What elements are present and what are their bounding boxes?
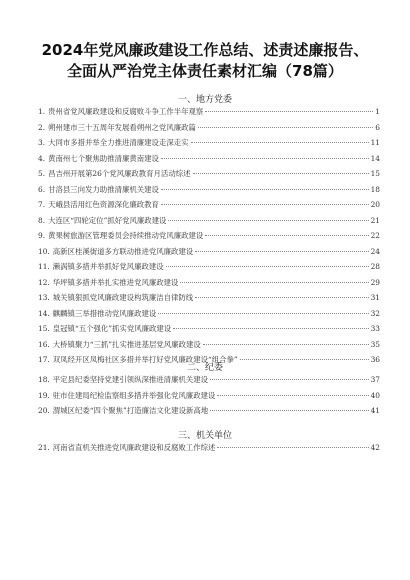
toc-entry-page-number: 15	[370, 169, 380, 178]
toc-entry[interactable]	[38, 308, 380, 322]
toc-entry[interactable]	[38, 374, 380, 388]
toc-entry-title: 双凤经开区凤梅社区多措并举打好党风廉政建设“组合拳”	[52, 355, 238, 364]
toc-entry-page-number: 36	[370, 355, 380, 364]
dot-leader	[205, 111, 373, 112]
toc-entry-number: 19.	[38, 390, 50, 400]
toc-entry[interactable]	[38, 261, 380, 275]
toc-entry[interactable]	[38, 199, 380, 213]
toc-entry-page-number: 35	[370, 339, 380, 349]
toc-entry-page-number: 41	[370, 406, 380, 415]
dot-leader	[168, 220, 368, 221]
toc-entry-number: 17.	[38, 355, 50, 364]
toc-entry-number: 8.	[38, 215, 46, 225]
toc-entry-title: 大同市多措并举全力推进清廉建设走深走实	[48, 138, 189, 147]
toc-entry-title: 黄南州七个聚焦助推清廉黄南建设	[48, 153, 159, 163]
toc-entry-title: 昌吉州开展第26个党风廉政教育月活动综述	[48, 169, 191, 178]
dot-leader	[195, 251, 368, 252]
dot-leader	[195, 297, 368, 298]
toc-entry-title: 黄果树旅游区管理委员会持续推动党风廉政建设	[48, 231, 204, 240]
toc-entry[interactable]	[38, 122, 380, 136]
toc-entry-title: 平定县纪委坚持党建引领纵深推进清廉机关建设	[52, 375, 208, 384]
dot-leader	[198, 127, 373, 128]
toc-entry[interactable]	[38, 153, 380, 167]
toc-entry-page-number: 29	[370, 277, 380, 287]
toc-entry-page-number: 20	[370, 200, 380, 209]
toc-entry-page-number: 21	[370, 215, 380, 225]
dot-leader	[205, 235, 368, 236]
toc-entry-number: 4.	[38, 153, 46, 163]
title-line-2: 全面从严治党主体责任素材汇编（78篇）	[67, 62, 343, 80]
toc-entry-number: 5.	[38, 169, 46, 178]
dot-leader	[217, 447, 368, 448]
toc-entry-page-number: 31	[370, 293, 380, 302]
toc-entry-number: 11.	[38, 262, 50, 271]
toc-entry-title: 华坪镇多措并举扎实推进党风廉政建设	[52, 277, 179, 287]
toc-entry-title: 高新区桂溪街道多方联动推进党风廉政建设	[52, 246, 194, 256]
toc-entry[interactable]	[38, 390, 380, 404]
dot-leader	[217, 395, 368, 396]
toc-entry-number: 15.	[38, 324, 50, 333]
toc-entry[interactable]	[38, 292, 380, 306]
dot-leader	[193, 173, 369, 174]
title-line-1: 2024年党风廉政建设工作总结、述责述廉报告、	[41, 41, 369, 59]
dot-leader	[161, 204, 369, 205]
dot-leader	[180, 282, 368, 283]
toc-entry-page-number: 37	[370, 375, 380, 384]
section-heading: 三、机关单位	[177, 431, 232, 441]
toc-entry-title: 皇冠镇“五个强化”抓实党风廉政建设	[52, 324, 172, 333]
dot-leader	[166, 266, 369, 267]
toc-entry-title: 驻市住建局纪检监察组多措并举强化党风廉政建设	[52, 390, 216, 400]
toc-entry-number: 21.	[38, 443, 50, 452]
toc-entry-title: 渭城区纪委“四个聚焦”打造廉洁文化建设新高地	[52, 406, 209, 415]
toc-entry-number: 9.	[38, 231, 46, 240]
dot-leader	[191, 142, 369, 143]
toc-entry-number: 6.	[38, 184, 46, 194]
dot-leader	[203, 344, 369, 345]
toc-entry-title: 大连区“四轮定位”抓好党风廉政建设	[48, 215, 167, 225]
toc-entry-page-number: 22	[370, 231, 380, 240]
toc-entry-title: 贵州省党风廉政建设和反腐败斗争工作半年观察	[48, 107, 204, 116]
dot-leader	[161, 189, 369, 190]
toc-entry[interactable]	[38, 230, 380, 244]
toc-entry[interactable]	[38, 323, 380, 337]
dot-leader	[158, 313, 368, 314]
toc-entry-page-number: 28	[370, 262, 380, 271]
toc-entry-title: 河南省直机关推进党风廉政建设和反腐败工作综述	[52, 443, 216, 452]
toc-entry-number: 1.	[38, 107, 46, 116]
toc-entry-page-number: 40	[370, 390, 380, 400]
toc-entry[interactable]	[38, 137, 380, 151]
toc-entry-title: 甘洛县三向发力助推清廉机关建设	[48, 184, 159, 194]
toc-entry[interactable]	[38, 339, 380, 353]
toc-entry-page-number: 6	[375, 122, 380, 132]
toc-entry-number: 14.	[38, 308, 50, 318]
toc-entry-title: 大桥镇聚力“三抓”扎实推进基层党风廉政建设	[52, 339, 201, 349]
toc-entry[interactable]	[38, 106, 380, 120]
toc-entry-number: 12.	[38, 277, 50, 287]
toc-entry-page-number: 42	[370, 443, 380, 452]
toc-entry[interactable]	[38, 442, 380, 456]
toc-entry-number: 16.	[38, 339, 50, 349]
toc-entry-title: 濑涡镇多措并举抓好党风廉政建设	[52, 262, 164, 271]
toc-entry-number: 20.	[38, 406, 50, 415]
toc-entry[interactable]	[38, 405, 380, 419]
toc-entry[interactable]	[38, 168, 380, 182]
toc-entry-page-number: 33	[370, 324, 380, 333]
toc-entry-page-number: 18	[370, 184, 380, 194]
toc-entry-number: 7.	[38, 200, 46, 209]
dot-leader	[210, 410, 368, 411]
toc-entry-title: 麒麟镇三举措推动党风廉政建设	[52, 308, 157, 318]
toc-entry[interactable]	[38, 215, 380, 229]
toc-entry-number: 13.	[38, 293, 50, 302]
dot-leader	[161, 158, 369, 159]
toc-entry-page-number: 32	[370, 308, 380, 318]
document-title	[20, 40, 390, 82]
toc-entry-number: 10.	[38, 246, 50, 256]
toc-entry-number: 18.	[38, 375, 50, 384]
toc-entry-title: 天峨县活用红色资源深化廉政教育	[48, 200, 159, 209]
toc-entry-page-number: 24	[370, 246, 380, 256]
toc-entry[interactable]	[38, 184, 380, 198]
toc-entry-page-number: 1	[375, 107, 380, 116]
toc-entry-number: 2.	[38, 122, 46, 132]
toc-entry-title: 城关镇狠抓党风廉政建设构筑廉洁自律防线	[52, 293, 194, 302]
dot-leader	[173, 328, 368, 329]
section-heading: 一、地方党委	[177, 95, 232, 105]
toc-entry-page-number: 14	[370, 153, 380, 163]
toc-entry[interactable]	[38, 246, 380, 260]
section-heading: 二、纪委	[186, 363, 223, 373]
toc-entry-page-number: 11	[370, 138, 380, 147]
toc-entry-number: 3.	[38, 138, 46, 147]
dot-leader	[210, 379, 369, 380]
toc-entry-title: 朔州建市三十五周年发展看朔州之党风廉政篇	[48, 122, 196, 132]
toc-entry[interactable]	[38, 277, 380, 291]
